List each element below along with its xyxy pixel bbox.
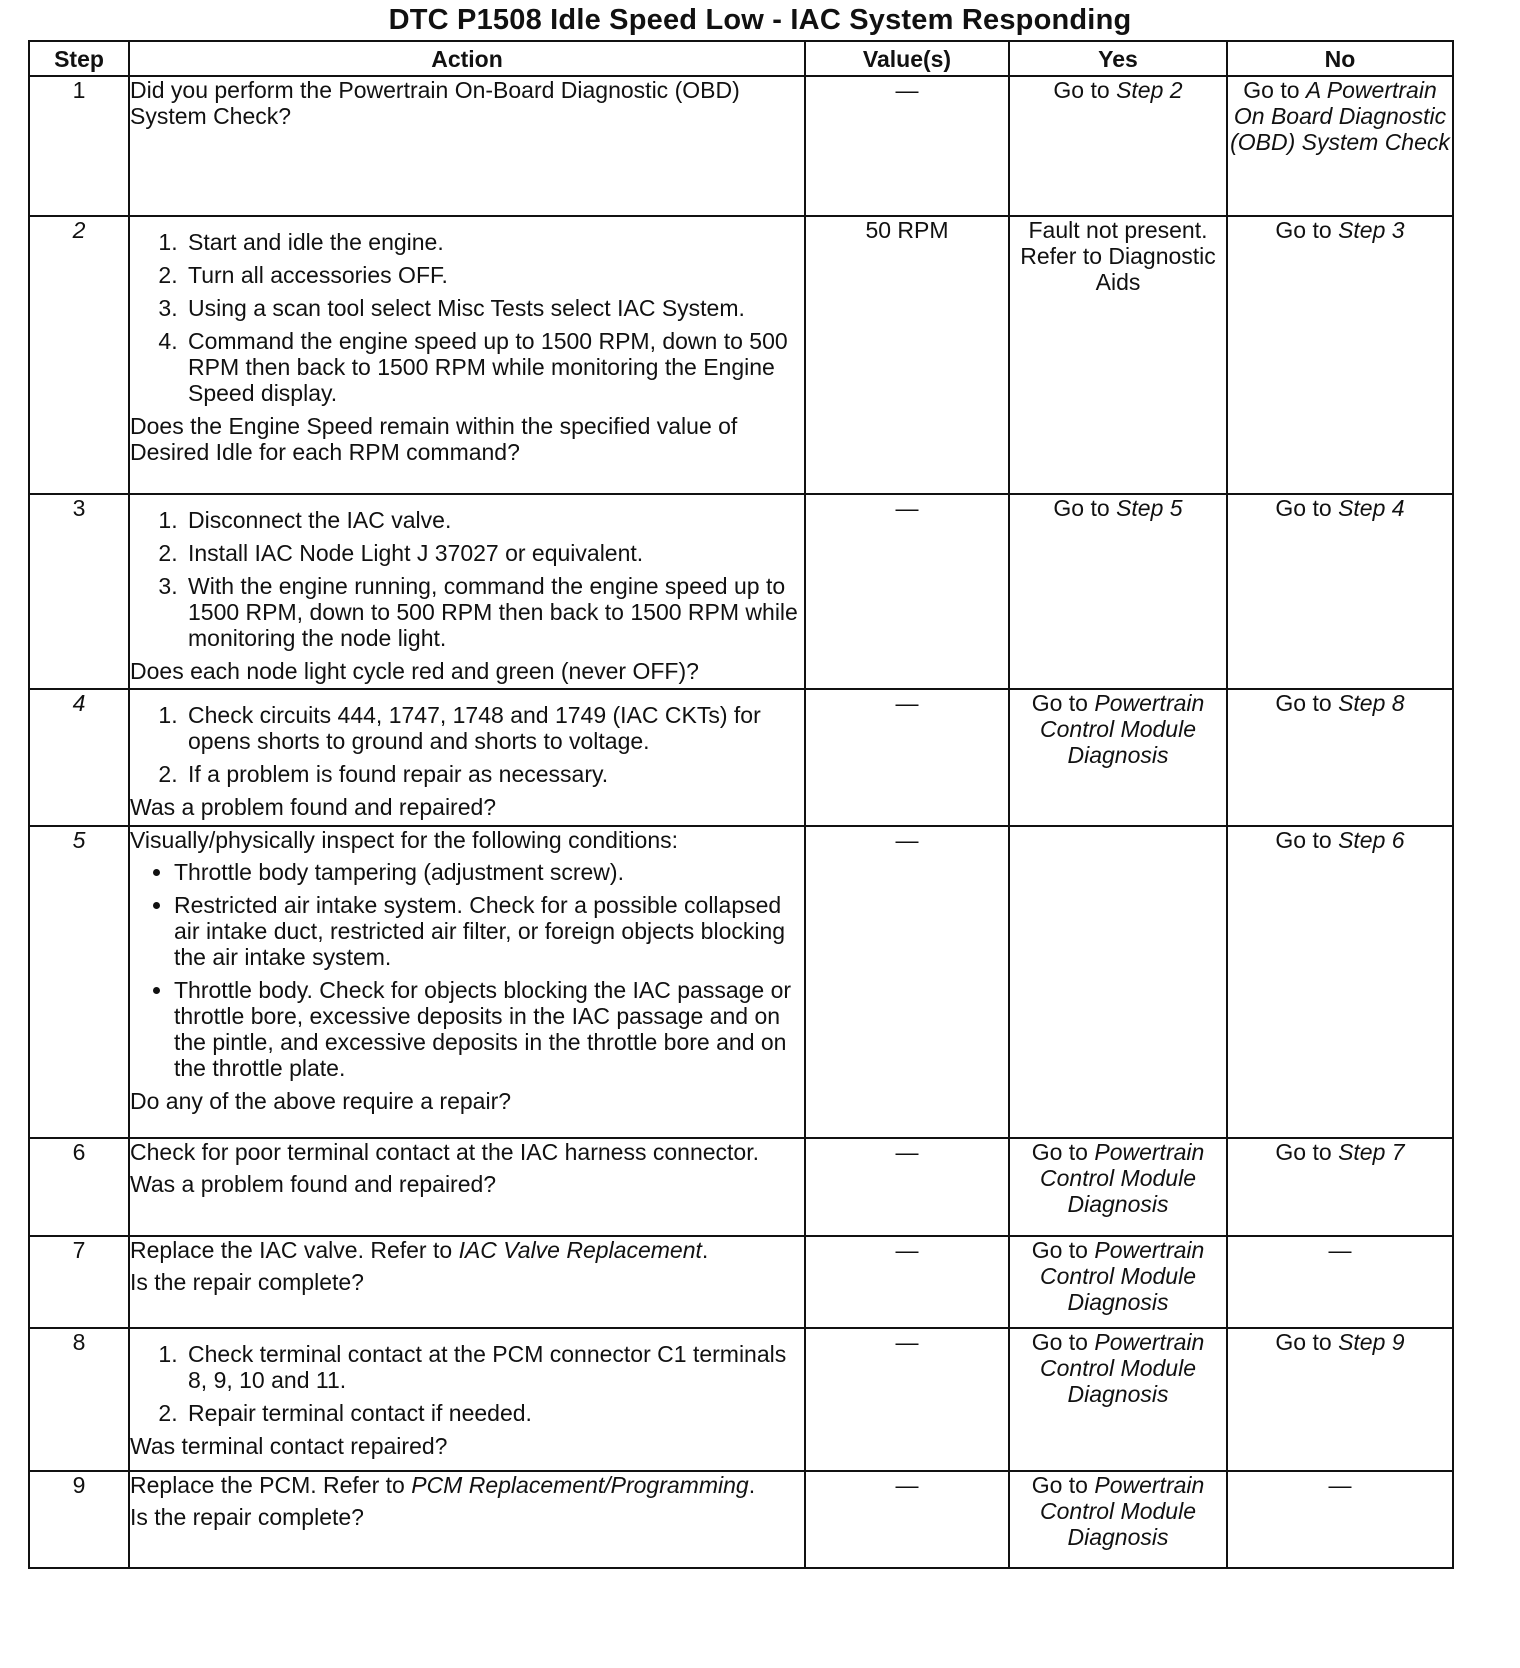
- yes-prefix: Go to: [1031, 1237, 1095, 1263]
- yes-cell[interactable]: Fault not present. Refer to Diagnostic Aids: [1009, 216, 1227, 494]
- no-cell: [1227, 826, 1453, 1138]
- step-number: 7: [29, 1236, 129, 1328]
- yes-link[interactable]: Powertrain Control Module Diagnosis: [1040, 1237, 1205, 1315]
- yes-cell: [1009, 1236, 1227, 1328]
- table-row-step-2: [29, 216, 1453, 494]
- step-number: 1: [29, 76, 129, 216]
- header-step: Step: [29, 41, 129, 76]
- action-bullet-item: • Throttle body. Check for objects blocking the IAC passage or throttle bore, excessive deposits in the IAC passage and on the pintle, and excessive deposits in the throttle bore and on the throttle plate.: [174, 977, 804, 1081]
- table-row-step-5: [29, 826, 1453, 1138]
- action-question: Do any of the above require a repair?: [130, 1088, 512, 1114]
- action-intro-end: .: [748, 1472, 756, 1498]
- no-link[interactable]: Step 4: [1338, 495, 1405, 521]
- action-intro: Did you perform the Powertrain On-Board Diagnostic (OBD) System Check?: [130, 77, 740, 129]
- no-prefix: Go to: [1275, 1329, 1339, 1355]
- yes-link[interactable]: Step 2: [1116, 77, 1183, 103]
- no-link[interactable]: Step 9: [1338, 1329, 1405, 1355]
- step-number: 8: [29, 1328, 129, 1471]
- action-step-item: 1. Check circuits 444, 1747, 1748 and 1749 (IAC CKTs) for opens shorts to ground and shorts to voltage.: [184, 702, 804, 754]
- table-row-step-3: [29, 494, 1453, 689]
- action-step-item: 3. With the engine running, command the engine speed up to 1500 RPM, down to 500 RPM then back to 1500 RPM while monitoring the node light.: [184, 573, 804, 651]
- step-number: 3: [29, 494, 129, 689]
- action-steps: [130, 702, 804, 787]
- action-step-item: 2. Turn all accessories OFF.: [184, 262, 804, 288]
- action-intro: [130, 1237, 804, 1263]
- no-link[interactable]: A Powertrain On Board Diagnostic (OBD) System Check: [1230, 77, 1450, 155]
- action-question: Is the repair complete?: [130, 1269, 364, 1295]
- yes-link[interactable]: Powertrain Control Module Diagnosis: [1040, 1472, 1205, 1550]
- action-step-item: 4. Command the engine speed up to 1500 RPM, down to 500 RPM then back to 1500 RPM while monitoring the Engine Speed display.: [184, 328, 804, 406]
- no-prefix: Go to: [1275, 827, 1339, 853]
- no-link[interactable]: Step 6: [1338, 827, 1405, 853]
- action-bullet-item: • Restricted air intake system. Check for a possible collapsed air intake duct, restricted air filter, or foreign objects blocking the air intake system.: [174, 892, 804, 970]
- value-cell: —: [805, 689, 1009, 826]
- no-cell: [1227, 1138, 1453, 1236]
- action-intro-text: Replace the IAC valve. Refer to: [130, 1237, 459, 1263]
- action-cell: [129, 1328, 805, 1471]
- action-cell: [129, 494, 805, 689]
- no-link[interactable]: Step 8: [1338, 690, 1405, 716]
- yes-link[interactable]: Powertrain Control Module Diagnosis: [1040, 690, 1205, 768]
- table-row-step-9: [29, 1471, 1453, 1568]
- action-intro-text: Replace the PCM. Refer to: [130, 1472, 412, 1498]
- action-bullet-item: • Throttle body tampering (adjustment screw).: [174, 859, 804, 885]
- action-intro-link[interactable]: PCM Replacement/Programming: [411, 1472, 749, 1498]
- action-cell: [129, 1236, 805, 1328]
- no-cell: —: [1227, 1236, 1453, 1328]
- action-step-item: 2. Repair terminal contact if needed.: [184, 1400, 804, 1426]
- step-number: 9: [29, 1471, 129, 1568]
- action-intro-end: .: [701, 1237, 709, 1263]
- no-cell: [1227, 1328, 1453, 1471]
- table-row-step-8: [29, 1328, 1453, 1471]
- action-question: Is the repair complete?: [130, 1504, 364, 1530]
- value-cell: —: [805, 494, 1009, 689]
- value-cell: —: [805, 1236, 1009, 1328]
- action-step-item: 2. Install IAC Node Light J 37027 or equivalent.: [184, 540, 804, 566]
- page-title: DTC P1508 Idle Speed Low - IAC System Responding: [388, 4, 1132, 36]
- action-step-item: 1. Check terminal contact at the PCM connector C1 terminals 8, 9, 10 and 11.: [184, 1341, 804, 1393]
- value-cell: —: [805, 826, 1009, 1138]
- no-prefix: Go to: [1275, 495, 1339, 521]
- yes-prefix: Go to: [1031, 1139, 1095, 1165]
- yes-prefix: Go to: [1031, 690, 1095, 716]
- table-row-step-4: [29, 689, 1453, 826]
- yes-cell: [1009, 494, 1227, 689]
- no-prefix: Go to: [1275, 217, 1339, 243]
- action-question: Does the Engine Speed remain within the specified value of Desired Idle for each RPM command?: [130, 413, 738, 465]
- action-steps: [130, 507, 804, 651]
- no-link[interactable]: Step 7: [1338, 1139, 1405, 1165]
- yes-link[interactable]: Powertrain Control Module Diagnosis: [1040, 1329, 1205, 1407]
- action-steps: [130, 229, 804, 406]
- action-intro: Check for poor terminal contact at the IAC harness connector.: [130, 1139, 759, 1165]
- diagnostic-table: [28, 40, 1454, 1569]
- action-step-item: 1. Start and idle the engine.: [184, 229, 804, 255]
- yes-cell: [1009, 1471, 1227, 1568]
- no-cell: —: [1227, 1471, 1453, 1568]
- no-prefix: Go to: [1275, 690, 1339, 716]
- no-cell: [1227, 689, 1453, 826]
- value-cell: —: [805, 1138, 1009, 1236]
- yes-prefix: Go to: [1031, 1472, 1095, 1498]
- step-number: 5: [29, 826, 129, 1138]
- header-action: Action: [129, 41, 805, 76]
- yes-cell: [1009, 689, 1227, 826]
- action-step-item: 3. Using a scan tool select Misc Tests select IAC System.: [184, 295, 804, 321]
- step-number: 4: [29, 689, 129, 826]
- action-intro: [130, 1472, 804, 1498]
- yes-cell: [1009, 1328, 1227, 1471]
- value-cell: —: [805, 76, 1009, 216]
- action-cell: [129, 689, 805, 826]
- table-row-step-6: [29, 1138, 1453, 1236]
- step-number: 6: [29, 1138, 129, 1236]
- action-intro: Visually/physically inspect for the following conditions:: [130, 827, 679, 853]
- action-bullets: [130, 859, 804, 1081]
- no-cell: [1227, 216, 1453, 494]
- action-cell: [129, 1471, 805, 1568]
- no-cell: [1227, 76, 1453, 216]
- yes-prefix: Go to: [1053, 77, 1117, 103]
- action-cell: [129, 216, 805, 494]
- action-steps: [130, 1341, 804, 1426]
- yes-prefix: Go to: [1053, 495, 1117, 521]
- no-link[interactable]: Step 3: [1338, 217, 1405, 243]
- action-step-item: 2. If a problem is found repair as necessary.: [184, 761, 804, 787]
- header-values: Value(s): [805, 41, 1009, 76]
- action-intro-link[interactable]: IAC Valve Replacement: [458, 1237, 702, 1263]
- no-cell: [1227, 494, 1453, 689]
- yes-cell: [1009, 76, 1227, 216]
- action-cell: [129, 76, 805, 216]
- no-prefix: Go to: [1243, 77, 1306, 103]
- value-cell: —: [805, 1471, 1009, 1568]
- step-number: 2: [29, 216, 129, 494]
- action-question: Was a problem found and repaired?: [130, 1171, 497, 1197]
- yes-cell: [1009, 1138, 1227, 1236]
- action-step-item: 1. Disconnect the IAC valve.: [184, 507, 804, 533]
- yes-cell: [1009, 826, 1227, 1138]
- header-row: [29, 41, 1453, 76]
- action-question: Was a problem found and repaired?: [130, 794, 497, 820]
- yes-prefix: Go to: [1031, 1329, 1095, 1355]
- action-question: Was terminal contact repaired?: [130, 1433, 448, 1459]
- table-row-step-7: [29, 1236, 1453, 1328]
- header-no: No: [1227, 41, 1453, 76]
- header-yes: Yes: [1009, 41, 1227, 76]
- yes-link[interactable]: Step 5: [1116, 495, 1183, 521]
- yes-link[interactable]: Powertrain Control Module Diagnosis: [1040, 1139, 1205, 1217]
- value-cell: —: [805, 1328, 1009, 1471]
- action-cell: [129, 826, 805, 1138]
- action-question: Does each node light cycle red and green (never OFF)?: [130, 658, 699, 684]
- no-prefix: Go to: [1275, 1139, 1339, 1165]
- table-row-step-1: [29, 76, 1453, 216]
- action-cell: [129, 1138, 805, 1236]
- value-cell: 50 RPM: [805, 216, 1009, 494]
